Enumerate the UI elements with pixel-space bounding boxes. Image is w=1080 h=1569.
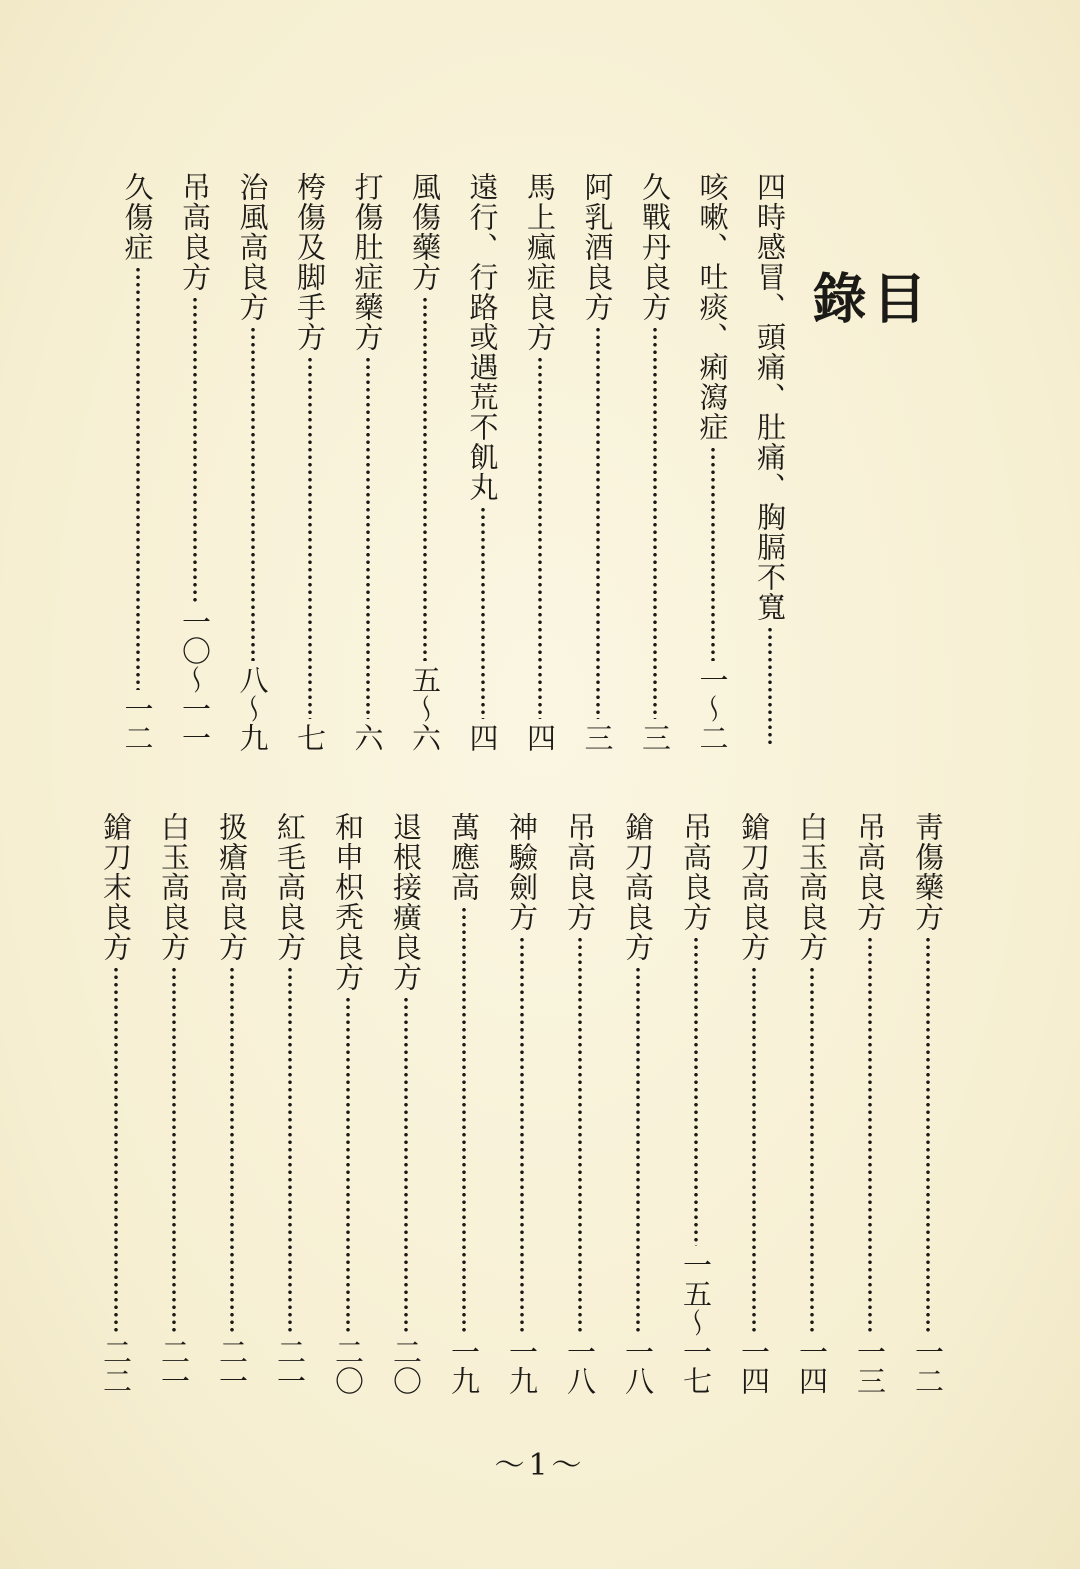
dot-leader (234, 326, 272, 661)
toc-entry-title: 紅毛高良方 (273, 812, 307, 962)
toc-entry-title: 吊高良方 (853, 812, 887, 932)
toc-entry (677, 812, 715, 1395)
dot-leader (677, 936, 715, 1246)
toc-entry-title: 打傷肚症藥方 (350, 172, 385, 352)
dot-leader (349, 356, 387, 719)
toc-entry (464, 172, 502, 752)
toc-entry-title: 吊高良方 (679, 812, 713, 932)
toc-entry (349, 172, 387, 752)
toc-entry-page: 七 (293, 723, 327, 752)
toc-entry-page: 二一 (273, 1337, 307, 1395)
toc-entry (234, 172, 272, 752)
dot-leader (851, 936, 889, 1333)
toc-entry-title: 白玉高良方 (795, 812, 829, 962)
dot-leader (213, 966, 251, 1333)
toc-entry (406, 172, 444, 752)
toc-entry-page: 一二 (911, 1337, 945, 1395)
toc-entry-title: 和申枳秃良方 (331, 812, 365, 992)
toc-entry-page: 四 (523, 723, 557, 752)
toc-entry-title: 靑傷藥方 (911, 812, 945, 932)
toc-entry-title: 治風高良方 (235, 172, 270, 322)
toc-entry-page: 二一 (157, 1337, 191, 1395)
toc-entry-title: 久戰丹良方 (638, 172, 672, 322)
toc-entry (97, 812, 135, 1395)
toc-entry-title: 扱瘡高良方 (215, 812, 249, 962)
toc-entry-page: 一四 (737, 1337, 771, 1395)
dot-leader (176, 296, 214, 603)
toc-entry-page: 八～九 (235, 665, 270, 752)
toc-entry (329, 812, 367, 1395)
dot-leader (561, 936, 599, 1333)
toc-entry-title: 白玉高良方 (157, 812, 191, 962)
dot-leader (97, 966, 135, 1333)
toc-entry (387, 812, 425, 1395)
toc-entry-title: 吊高良方 (563, 812, 597, 932)
toc-entry-title: 馬上瘋症良方 (523, 172, 557, 352)
toc-entry-title: 神驗劍方 (505, 812, 539, 932)
toc-entry (793, 812, 831, 1395)
toc-entry-title: 久傷症 (120, 172, 155, 262)
toc-entry (694, 172, 732, 752)
page-title: 目 錄 (804, 270, 928, 434)
dot-leader (636, 326, 674, 719)
toc-entry-title: 阿乳酒良方 (580, 172, 615, 322)
toc-entry-title: 咳嗽、吐痰、痢瀉症 (695, 172, 730, 442)
dot-leader (909, 936, 947, 1333)
toc-entry (155, 812, 193, 1395)
toc-entry-page: 五～六 (408, 665, 442, 752)
dot-leader (521, 356, 559, 719)
toc-entry (176, 172, 214, 752)
dot-leader (119, 266, 157, 690)
toc-entry-page: 六 (350, 723, 385, 752)
toc-entry (503, 812, 541, 1395)
toc-entry-title: 風傷藥方 (408, 172, 442, 292)
toc-entry-page: 二〇 (331, 1337, 365, 1395)
toc-entry-page: 一～二 (695, 665, 730, 752)
toc-entry-page: 一三 (853, 1337, 887, 1395)
toc-entry-page: 三 (580, 723, 615, 752)
toc-entry (119, 172, 157, 752)
toc-entry-page: 一〇～一一 (178, 607, 212, 752)
toc-entry (445, 812, 483, 1395)
toc-entry (851, 812, 889, 1395)
toc-entry-page: 二一 (215, 1337, 249, 1395)
toc-entry (619, 812, 657, 1395)
toc-entry (561, 812, 599, 1395)
toc-entry (271, 812, 309, 1395)
dot-leader (503, 936, 541, 1333)
toc-entry-page: 一九 (505, 1337, 539, 1395)
toc-entry-title: 鎗刀高良方 (737, 812, 771, 962)
dot-leader (155, 966, 193, 1333)
toc-entry-title: 退根接癀良方 (389, 812, 423, 992)
toc-entry (751, 172, 789, 752)
toc-entry (213, 812, 251, 1395)
dot-leader (735, 966, 773, 1333)
dot-leader (694, 446, 732, 661)
toc-entry-page: 二二 (99, 1337, 133, 1395)
toc-entry-title: 鎗刀高良方 (621, 812, 655, 962)
toc-entry-page: 一五～一七 (679, 1250, 713, 1395)
toc-entry-page: 一八 (621, 1337, 655, 1395)
dot-leader (445, 906, 483, 1333)
toc-entry-page: 二〇 (389, 1337, 423, 1395)
toc-entry (521, 172, 559, 752)
dot-leader (464, 506, 502, 719)
toc-entry (909, 812, 947, 1395)
toc-entry-page: 一四 (795, 1337, 829, 1395)
dot-leader (406, 296, 444, 661)
toc-entry-title: 萬應高 (447, 812, 481, 902)
dot-leader (271, 966, 309, 1333)
toc-entry-page: 一八 (563, 1337, 597, 1395)
toc-entry-page: 一二 (120, 694, 155, 752)
toc-entry (579, 172, 617, 752)
toc-entry (636, 172, 674, 752)
dot-leader (329, 996, 367, 1333)
toc-entry (291, 172, 329, 752)
toc-entry (735, 812, 773, 1395)
toc-entry-title: 吊高良方 (178, 172, 212, 292)
dot-leader (751, 626, 789, 748)
toc-entry-page: 三 (638, 723, 672, 752)
toc-entry-title: 桍傷及脚手方 (293, 172, 327, 352)
toc-entry-page: 四 (465, 723, 500, 752)
dot-leader (793, 966, 831, 1333)
toc-entry-title: 四時感冒、頭痛、肚痛、胸膈不寬 (753, 172, 787, 622)
dot-leader (619, 966, 657, 1333)
toc-entry-title: 鎗刀末良方 (99, 812, 133, 962)
dot-leader (291, 356, 329, 719)
page-number: ～1～ (494, 1448, 586, 1483)
dot-leader (387, 996, 425, 1333)
dot-leader (579, 326, 617, 719)
toc-entry-title: 遠行、行路或遇荒不飢丸 (465, 172, 500, 502)
toc-entry-page: 一九 (447, 1337, 481, 1395)
